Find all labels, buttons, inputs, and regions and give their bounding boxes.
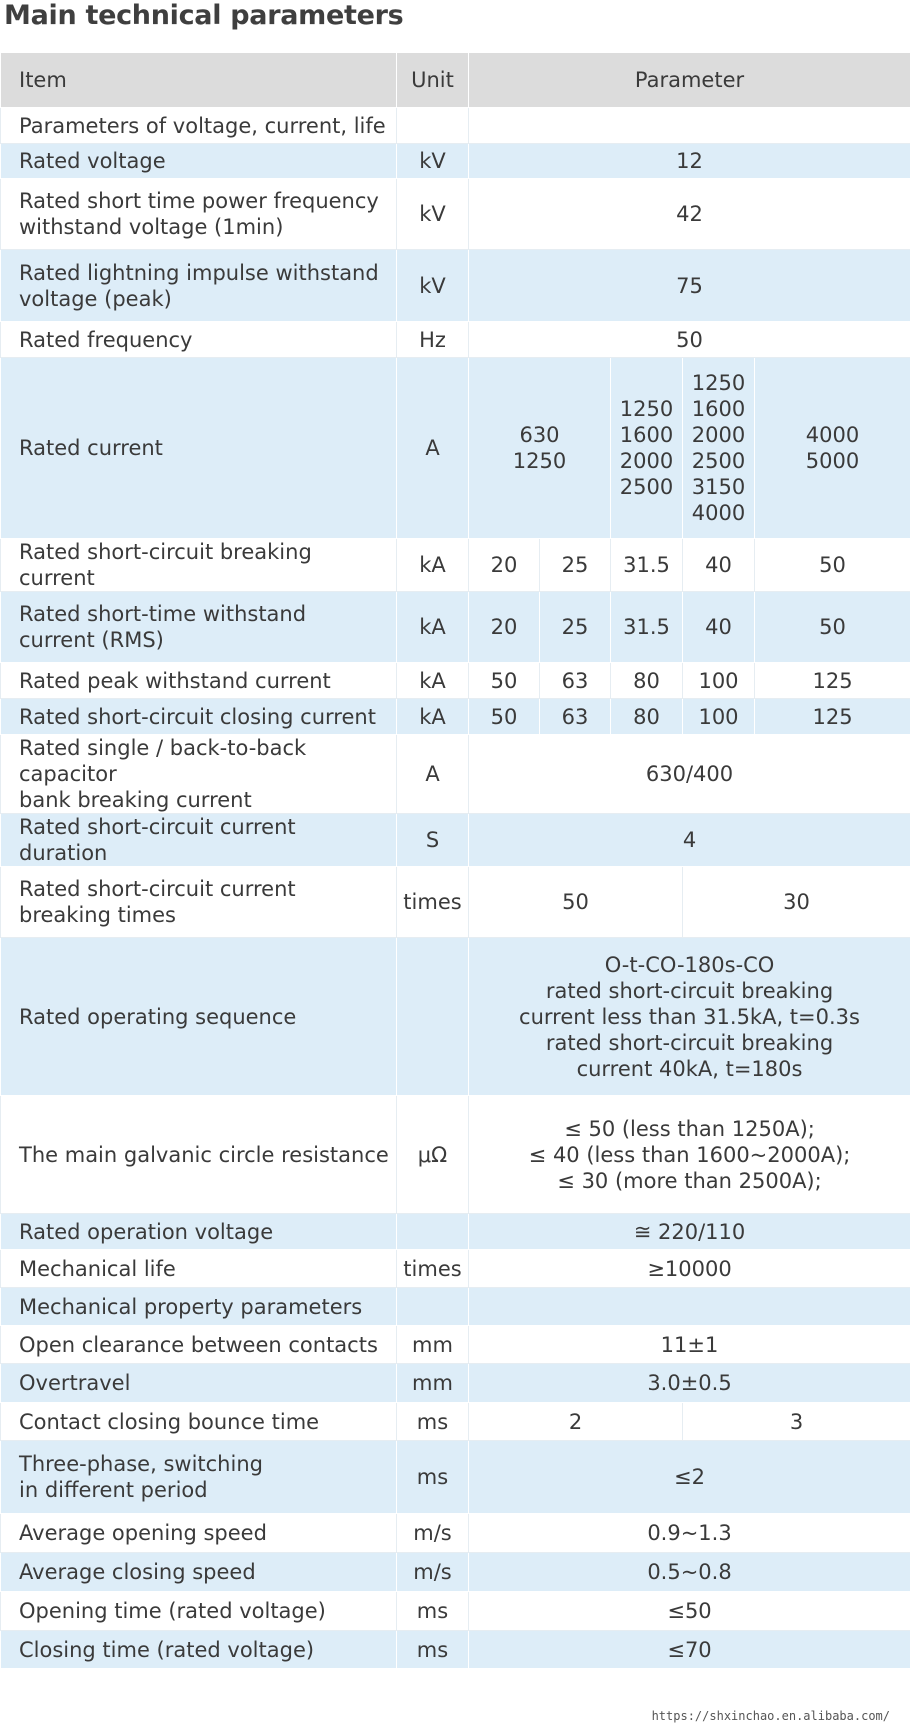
table-row (1, 1250, 910, 1288)
table-row (1, 663, 910, 699)
row-unit: times (397, 867, 469, 938)
row-value: 30 (683, 867, 910, 938)
row-unit: kA (397, 663, 469, 699)
row-unit: A (397, 735, 469, 814)
row-value: 31.5 (611, 592, 683, 663)
row-unit (397, 938, 469, 1096)
table-row (1, 1514, 910, 1553)
row-unit: kA (397, 592, 469, 663)
row-unit: ms (397, 1631, 469, 1669)
table-row (1, 735, 910, 814)
row-unit: kV (397, 144, 469, 179)
header-unit: Unit (397, 53, 469, 108)
row-value: 1250 1600 2000 2500 3150 4000 (683, 358, 755, 539)
row-value: 11±1 (469, 1326, 910, 1364)
row-value: 31.5 (611, 539, 683, 592)
row-value: 1250 1600 2000 2500 (611, 358, 683, 539)
table-row (1, 1326, 910, 1364)
table-row (1, 1403, 910, 1441)
row-value: 25 (540, 539, 611, 592)
row-value (469, 1288, 910, 1326)
row-value: 12 (469, 144, 910, 179)
row-value: 40 (683, 539, 755, 592)
row-value: 80 (611, 699, 683, 735)
row-item: Overtravel (1, 1364, 397, 1403)
row-value: 50 (755, 539, 910, 592)
row-unit: kV (397, 179, 469, 250)
row-item: Mechanical life (1, 1250, 397, 1288)
table-header-row (1, 53, 910, 108)
row-item: Three-phase, switching in different period (1, 1441, 397, 1514)
table-row (1, 1288, 910, 1326)
table-row (1, 867, 910, 938)
table-row (1, 179, 910, 250)
row-value: ≅ 220/110 (469, 1214, 910, 1250)
row-value: ≤ 50 (less than 1250A); ≤ 40 (less than 1600~2000A); ≤ 30 (more than 2500A); (469, 1096, 910, 1214)
row-value: ≤2 (469, 1441, 910, 1514)
row-value: 100 (683, 663, 755, 699)
row-unit: μΩ (397, 1096, 469, 1214)
row-item: Rated short-circuit breaking current (1, 539, 397, 592)
row-unit: kV (397, 250, 469, 322)
row-value: ≤70 (469, 1631, 910, 1669)
row-value: 50 (469, 663, 540, 699)
row-value: 2 (469, 1403, 683, 1441)
table-row (1, 938, 910, 1096)
row-item: Rated peak withstand current (1, 663, 397, 699)
table-row (1, 1592, 910, 1631)
row-item: Rated short-circuit current duration (1, 814, 397, 867)
row-value: 100 (683, 699, 755, 735)
row-item: Rated lightning impulse withstand voltage (peak) (1, 250, 397, 322)
watermark-url: https://shxinchao.en.alibaba.com/ (651, 1709, 890, 1723)
table-row (1, 1096, 910, 1214)
table-row (1, 699, 910, 735)
table-row (1, 144, 910, 179)
row-item: Open clearance between contacts (1, 1326, 397, 1364)
row-value: 0.5~0.8 (469, 1553, 910, 1592)
row-value: 80 (611, 663, 683, 699)
row-value: 3 (683, 1403, 910, 1441)
row-value: 125 (755, 699, 910, 735)
row-item: The main galvanic circle resistance (1, 1096, 397, 1214)
row-item: Rated short time power frequency withstand voltage (1min) (1, 179, 397, 250)
row-item: Rated single / back-to-back capacitor bank breaking current (1, 735, 397, 814)
row-item: Average closing speed (1, 1553, 397, 1592)
row-item: Opening time (rated voltage) (1, 1592, 397, 1631)
row-unit: m/s (397, 1514, 469, 1553)
row-unit: mm (397, 1364, 469, 1403)
row-value: 20 (469, 592, 540, 663)
row-value: 630/400 (469, 735, 910, 814)
row-unit: mm (397, 1326, 469, 1364)
row-value: 63 (540, 663, 611, 699)
row-value: 20 (469, 539, 540, 592)
row-value: 50 (469, 699, 540, 735)
row-value: 50 (469, 322, 910, 358)
row-value: 42 (469, 179, 910, 250)
row-value: 25 (540, 592, 611, 663)
row-unit: times (397, 1250, 469, 1288)
row-item: Rated voltage (1, 144, 397, 179)
row-unit (397, 1288, 469, 1326)
row-value: 0.9~1.3 (469, 1514, 910, 1553)
table-row (1, 1364, 910, 1403)
row-value (469, 108, 910, 144)
row-item: Mechanical property parameters (1, 1288, 397, 1326)
row-value: 50 (469, 867, 683, 938)
row-item: Rated current (1, 358, 397, 539)
table-row (1, 108, 910, 144)
row-value: ≥10000 (469, 1250, 910, 1288)
table-row (1, 1553, 910, 1592)
table-row (1, 1631, 910, 1669)
header-item: Item (1, 53, 397, 108)
table-row (1, 250, 910, 322)
table-row (1, 592, 910, 663)
row-item: Rated operation voltage (1, 1214, 397, 1250)
row-item: Contact closing bounce time (1, 1403, 397, 1441)
row-value: 4000 5000 (755, 358, 910, 539)
parameters-table (0, 52, 910, 1669)
table-row (1, 1214, 910, 1250)
page-title: Main technical parameters (4, 0, 404, 31)
row-item: Average opening speed (1, 1514, 397, 1553)
row-unit: A (397, 358, 469, 539)
table-row (1, 1441, 910, 1514)
row-value: 63 (540, 699, 611, 735)
row-item: Closing time (rated voltage) (1, 1631, 397, 1669)
row-unit (397, 108, 469, 144)
table-row (1, 539, 910, 592)
row-unit: S (397, 814, 469, 867)
row-value: 40 (683, 592, 755, 663)
row-value: 3.0±0.5 (469, 1364, 910, 1403)
row-value: 75 (469, 250, 910, 322)
table-row (1, 814, 910, 867)
row-unit (397, 1214, 469, 1250)
table-row (1, 322, 910, 358)
table-row (1, 358, 910, 539)
row-item: Rated frequency (1, 322, 397, 358)
row-item: Rated operating sequence (1, 938, 397, 1096)
row-value: ≤50 (469, 1592, 910, 1631)
row-item: Rated short-circuit current breaking times (1, 867, 397, 938)
row-unit: ms (397, 1403, 469, 1441)
row-value: 4 (469, 814, 910, 867)
header-parameter: Parameter (469, 53, 910, 108)
row-value: 50 (755, 592, 910, 663)
row-item: Rated short-circuit closing current (1, 699, 397, 735)
row-item: Parameters of voltage, current, life (1, 108, 397, 144)
row-unit: m/s (397, 1553, 469, 1592)
row-value: O-t-CO-180s-CO rated short-circuit breaking current less than 31.5kA, t=0.3s rated short-circuit breaking current 40kA, t=180s (469, 938, 910, 1096)
row-value: 125 (755, 663, 910, 699)
row-unit: ms (397, 1441, 469, 1514)
row-item: Rated short-time withstand current (RMS) (1, 592, 397, 663)
row-unit: kA (397, 699, 469, 735)
row-unit: Hz (397, 322, 469, 358)
row-unit: ms (397, 1592, 469, 1631)
row-value: 630 1250 (469, 358, 611, 539)
row-unit: kA (397, 539, 469, 592)
